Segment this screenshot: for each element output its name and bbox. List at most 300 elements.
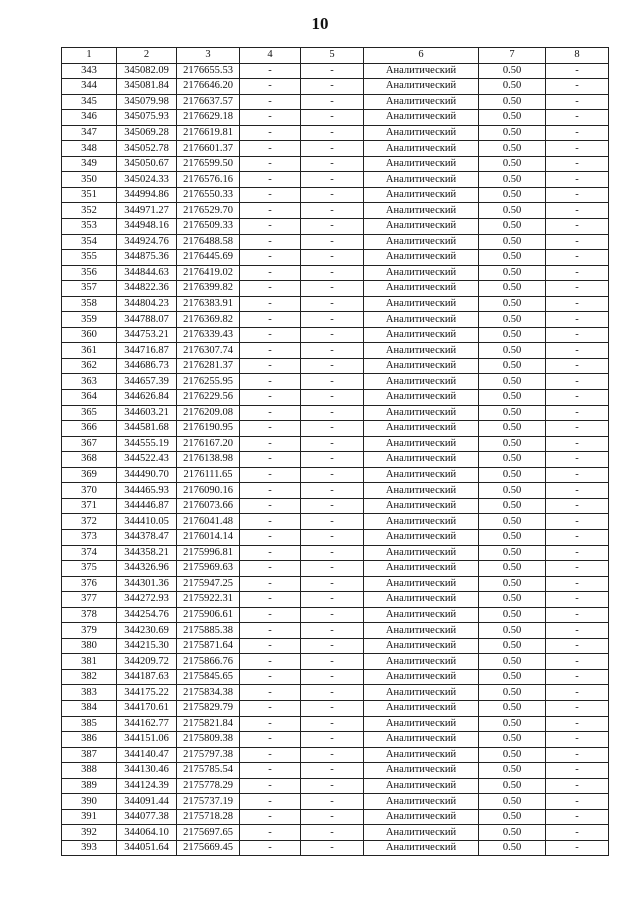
column-5-cell: - [301,840,364,856]
accuracy-cell: 0.50 [479,172,546,188]
method-cell: Аналитический [364,685,479,701]
accuracy-cell: 0.50 [479,452,546,468]
column-4-cell: - [240,763,301,779]
column-4-cell: - [240,607,301,623]
table-row [62,638,609,654]
column-8-cell: - [546,529,609,545]
accuracy-cell: 0.50 [479,529,546,545]
accuracy-cell: 0.50 [479,716,546,732]
point-number-cell: 358 [62,296,117,312]
x-coordinate-cell: 345075.93 [117,110,177,126]
column-8-cell: - [546,545,609,561]
column-4-cell: - [240,592,301,608]
method-cell: Аналитический [364,156,479,172]
method-cell: Аналитический [364,110,479,126]
column-4-cell: - [240,514,301,530]
point-number-cell: 382 [62,669,117,685]
column-5-cell: - [301,825,364,841]
x-coordinate-cell: 344716.87 [117,343,177,359]
table-row [62,327,609,343]
method-cell: Аналитический [364,825,479,841]
accuracy-cell: 0.50 [479,669,546,685]
accuracy-cell: 0.50 [479,467,546,483]
column-8-cell: - [546,358,609,374]
column-8-cell: - [546,654,609,670]
x-coordinate-cell: 345079.98 [117,94,177,110]
column-5-cell: - [301,390,364,406]
y-coordinate-cell: 2176167.20 [177,436,240,452]
accuracy-cell: 0.50 [479,281,546,297]
method-cell: Аналитический [364,607,479,623]
column-4-cell: - [240,234,301,250]
table-row [62,452,609,468]
column-5-cell: - [301,63,364,79]
x-coordinate-cell: 344162.77 [117,716,177,732]
column-5-cell: - [301,498,364,514]
point-number-cell: 379 [62,623,117,639]
y-coordinate-cell: 2176637.57 [177,94,240,110]
column-8-cell: - [546,219,609,235]
table-row [62,700,609,716]
column-8-cell: - [546,607,609,623]
column-5-cell: - [301,747,364,763]
x-coordinate-cell: 344051.64 [117,840,177,856]
column-5-cell: - [301,358,364,374]
method-cell: Аналитический [364,203,479,219]
x-coordinate-cell: 344358.21 [117,545,177,561]
x-coordinate-cell: 344091.44 [117,794,177,810]
column-8-cell: - [546,669,609,685]
point-number-cell: 363 [62,374,117,390]
point-number-cell: 377 [62,592,117,608]
y-coordinate-cell: 2176619.81 [177,125,240,141]
method-cell: Аналитический [364,592,479,608]
point-number-cell: 391 [62,809,117,825]
point-number-cell: 385 [62,716,117,732]
accuracy-cell: 0.50 [479,141,546,157]
table-row [62,514,609,530]
column-4-cell: - [240,156,301,172]
method-cell: Аналитический [364,763,479,779]
column-8-cell: - [546,592,609,608]
column-4-cell: - [240,529,301,545]
x-coordinate-cell: 344522.43 [117,452,177,468]
accuracy-cell: 0.50 [479,654,546,670]
point-number-cell: 371 [62,498,117,514]
table-row [62,763,609,779]
method-cell: Аналитический [364,343,479,359]
column-5-cell: - [301,452,364,468]
column-4-cell: - [240,374,301,390]
x-coordinate-cell: 344603.21 [117,405,177,421]
page-number: 10 [311,14,329,33]
y-coordinate-cell: 2176655.53 [177,63,240,79]
column-4-cell: - [240,747,301,763]
point-number-cell: 392 [62,825,117,841]
y-coordinate-cell: 2176550.33 [177,187,240,203]
column-5-cell: - [301,732,364,748]
point-number-cell: 393 [62,840,117,856]
column-4-cell: - [240,343,301,359]
column-8-cell: - [546,312,609,328]
point-number-cell: 353 [62,219,117,235]
method-cell: Аналитический [364,529,479,545]
y-coordinate-cell: 2175996.81 [177,545,240,561]
x-coordinate-cell: 345081.84 [117,79,177,95]
accuracy-cell: 0.50 [479,390,546,406]
point-number-cell: 351 [62,187,117,203]
column-8-cell: - [546,265,609,281]
table-row [62,187,609,203]
column-5-cell: - [301,576,364,592]
column-5-cell: - [301,141,364,157]
method-cell: Аналитический [364,405,479,421]
x-coordinate-cell: 344410.05 [117,514,177,530]
table-row [62,172,609,188]
column-4-cell: - [240,172,301,188]
column-8-cell: - [546,623,609,639]
column-4-cell: - [240,110,301,126]
y-coordinate-cell: 2176190.95 [177,421,240,437]
x-coordinate-cell: 344804.23 [117,296,177,312]
column-header: 2 [117,48,177,64]
column-5-cell: - [301,421,364,437]
y-coordinate-cell: 2176419.02 [177,265,240,281]
y-coordinate-cell: 2175797.38 [177,747,240,763]
x-coordinate-cell: 344326.96 [117,561,177,577]
y-coordinate-cell: 2176307.74 [177,343,240,359]
method-cell: Аналитический [364,374,479,390]
column-5-cell: - [301,219,364,235]
column-8-cell: - [546,825,609,841]
point-number-cell: 387 [62,747,117,763]
y-coordinate-cell: 2175785.54 [177,763,240,779]
x-coordinate-cell: 344378.47 [117,529,177,545]
x-coordinate-cell: 344788.07 [117,312,177,328]
column-5-cell: - [301,405,364,421]
method-cell: Аналитический [364,576,479,592]
x-coordinate-cell: 344077.38 [117,809,177,825]
table-row [62,529,609,545]
column-8-cell: - [546,172,609,188]
column-4-cell: - [240,840,301,856]
table-row [62,94,609,110]
table-row [62,156,609,172]
x-coordinate-cell: 344844.63 [117,265,177,281]
x-coordinate-cell: 345024.33 [117,172,177,188]
accuracy-cell: 0.50 [479,794,546,810]
column-5-cell: - [301,778,364,794]
x-coordinate-cell: 344581.68 [117,421,177,437]
table-row [62,79,609,95]
column-5-cell: - [301,763,364,779]
column-5-cell: - [301,343,364,359]
y-coordinate-cell: 2176599.50 [177,156,240,172]
point-number-cell: 368 [62,452,117,468]
table-row [62,343,609,359]
y-coordinate-cell: 2175829.79 [177,700,240,716]
column-5-cell: - [301,483,364,499]
method-cell: Аналитический [364,498,479,514]
column-8-cell: - [546,732,609,748]
column-5-cell: - [301,125,364,141]
y-coordinate-cell: 2175922.31 [177,592,240,608]
column-4-cell: - [240,654,301,670]
column-8-cell: - [546,296,609,312]
column-8-cell: - [546,498,609,514]
column-5-cell: - [301,234,364,250]
table-body [62,63,609,856]
y-coordinate-cell: 2175778.29 [177,778,240,794]
method-cell: Аналитический [364,219,479,235]
column-5-cell: - [301,156,364,172]
point-number-cell: 362 [62,358,117,374]
table-row [62,390,609,406]
accuracy-cell: 0.50 [479,187,546,203]
y-coordinate-cell: 2176601.37 [177,141,240,157]
accuracy-cell: 0.50 [479,763,546,779]
column-4-cell: - [240,125,301,141]
column-8-cell: - [546,203,609,219]
accuracy-cell: 0.50 [479,561,546,577]
column-8-cell: - [546,747,609,763]
table-row [62,483,609,499]
column-4-cell: - [240,452,301,468]
column-4-cell: - [240,716,301,732]
column-5-cell: - [301,374,364,390]
point-number-cell: 384 [62,700,117,716]
y-coordinate-cell: 2175697.65 [177,825,240,841]
column-4-cell: - [240,63,301,79]
method-cell: Аналитический [364,327,479,343]
x-coordinate-cell: 344822.36 [117,281,177,297]
column-header: 3 [177,48,240,64]
x-coordinate-cell: 344626.84 [117,390,177,406]
column-5-cell: - [301,327,364,343]
table-row [62,732,609,748]
table-row [62,685,609,701]
y-coordinate-cell: 2176383.91 [177,296,240,312]
column-8-cell: - [546,561,609,577]
column-4-cell: - [240,436,301,452]
point-number-cell: 383 [62,685,117,701]
x-coordinate-cell: 344187.63 [117,669,177,685]
coordinates-table [61,47,609,856]
accuracy-cell: 0.50 [479,296,546,312]
point-number-cell: 376 [62,576,117,592]
y-coordinate-cell: 2175809.38 [177,732,240,748]
column-4-cell: - [240,281,301,297]
column-8-cell: - [546,576,609,592]
y-coordinate-cell: 2176209.08 [177,405,240,421]
column-5-cell: - [301,623,364,639]
method-cell: Аналитический [364,561,479,577]
column-4-cell: - [240,187,301,203]
method-cell: Аналитический [364,63,479,79]
point-number-cell: 380 [62,638,117,654]
point-number-cell: 345 [62,94,117,110]
x-coordinate-cell: 344124.39 [117,778,177,794]
method-cell: Аналитический [364,840,479,856]
column-header: 1 [62,48,117,64]
method-cell: Аналитический [364,700,479,716]
table-row [62,234,609,250]
x-coordinate-cell: 344215.30 [117,638,177,654]
accuracy-cell: 0.50 [479,747,546,763]
column-5-cell: - [301,545,364,561]
column-4-cell: - [240,685,301,701]
accuracy-cell: 0.50 [479,234,546,250]
accuracy-cell: 0.50 [479,265,546,281]
accuracy-cell: 0.50 [479,374,546,390]
column-8-cell: - [546,187,609,203]
x-coordinate-cell: 344465.93 [117,483,177,499]
method-cell: Аналитический [364,390,479,406]
table-row [62,669,609,685]
column-4-cell: - [240,700,301,716]
column-8-cell: - [546,794,609,810]
column-4-cell: - [240,498,301,514]
accuracy-cell: 0.50 [479,358,546,374]
table-row [62,125,609,141]
y-coordinate-cell: 2175969.63 [177,561,240,577]
column-header: 5 [301,48,364,64]
table-row [62,607,609,623]
table-row [62,576,609,592]
method-cell: Аналитический [364,483,479,499]
column-8-cell: - [546,467,609,483]
x-coordinate-cell: 344555.19 [117,436,177,452]
y-coordinate-cell: 2176529.70 [177,203,240,219]
table-row [62,654,609,670]
column-8-cell: - [546,374,609,390]
column-4-cell: - [240,809,301,825]
y-coordinate-cell: 2176488.58 [177,234,240,250]
column-8-cell: - [546,763,609,779]
column-5-cell: - [301,296,364,312]
column-8-cell: - [546,94,609,110]
table-row [62,63,609,79]
column-4-cell: - [240,390,301,406]
point-number-cell: 344 [62,79,117,95]
y-coordinate-cell: 2175866.76 [177,654,240,670]
table-row [62,545,609,561]
accuracy-cell: 0.50 [479,203,546,219]
column-4-cell: - [240,327,301,343]
table-row [62,747,609,763]
column-8-cell: - [546,436,609,452]
point-number-cell: 390 [62,794,117,810]
point-number-cell: 359 [62,312,117,328]
x-coordinate-cell: 344140.47 [117,747,177,763]
method-cell: Аналитический [364,296,479,312]
y-coordinate-cell: 2176281.37 [177,358,240,374]
column-4-cell: - [240,312,301,328]
accuracy-cell: 0.50 [479,483,546,499]
x-coordinate-cell: 344686.73 [117,358,177,374]
column-4-cell: - [240,483,301,499]
x-coordinate-cell: 344971.27 [117,203,177,219]
table-row [62,312,609,328]
column-header: 6 [364,48,479,64]
x-coordinate-cell: 344924.76 [117,234,177,250]
column-8-cell: - [546,141,609,157]
column-5-cell: - [301,436,364,452]
table-row [62,498,609,514]
column-8-cell: - [546,809,609,825]
column-8-cell: - [546,79,609,95]
y-coordinate-cell: 2175845.65 [177,669,240,685]
accuracy-cell: 0.50 [479,94,546,110]
column-5-cell: - [301,669,364,685]
method-cell: Аналитический [364,125,479,141]
y-coordinate-cell: 2176629.18 [177,110,240,126]
y-coordinate-cell: 2176369.82 [177,312,240,328]
x-coordinate-cell: 344657.39 [117,374,177,390]
point-number-cell: 361 [62,343,117,359]
accuracy-cell: 0.50 [479,732,546,748]
y-coordinate-cell: 2175718.28 [177,809,240,825]
table-row [62,592,609,608]
table-row [62,778,609,794]
table-row [62,265,609,281]
column-8-cell: - [546,700,609,716]
column-5-cell: - [301,794,364,810]
accuracy-cell: 0.50 [479,545,546,561]
point-number-cell: 366 [62,421,117,437]
column-5-cell: - [301,607,364,623]
point-number-cell: 365 [62,405,117,421]
point-number-cell: 374 [62,545,117,561]
x-coordinate-cell: 345050.67 [117,156,177,172]
column-8-cell: - [546,405,609,421]
column-4-cell: - [240,94,301,110]
column-8-cell: - [546,638,609,654]
column-8-cell: - [546,421,609,437]
method-cell: Аналитический [364,436,479,452]
method-cell: Аналитический [364,623,479,639]
column-8-cell: - [546,281,609,297]
point-number-cell: 364 [62,390,117,406]
column-8-cell: - [546,390,609,406]
method-cell: Аналитический [364,794,479,810]
column-5-cell: - [301,79,364,95]
point-number-cell: 389 [62,778,117,794]
accuracy-cell: 0.50 [479,623,546,639]
x-coordinate-cell: 344064.10 [117,825,177,841]
x-coordinate-cell: 344254.76 [117,607,177,623]
y-coordinate-cell: 2176229.56 [177,390,240,406]
x-coordinate-cell: 344209.72 [117,654,177,670]
column-4-cell: - [240,79,301,95]
column-8-cell: - [546,156,609,172]
column-4-cell: - [240,265,301,281]
method-cell: Аналитический [364,732,479,748]
column-5-cell: - [301,592,364,608]
column-8-cell: - [546,483,609,499]
point-number-cell: 373 [62,529,117,545]
table-row [62,281,609,297]
y-coordinate-cell: 2176014.14 [177,529,240,545]
y-coordinate-cell: 2176111.65 [177,467,240,483]
column-4-cell: - [240,561,301,577]
accuracy-cell: 0.50 [479,156,546,172]
method-cell: Аналитический [364,281,479,297]
method-cell: Аналитический [364,467,479,483]
x-coordinate-cell: 345069.28 [117,125,177,141]
column-5-cell: - [301,561,364,577]
point-number-cell: 352 [62,203,117,219]
